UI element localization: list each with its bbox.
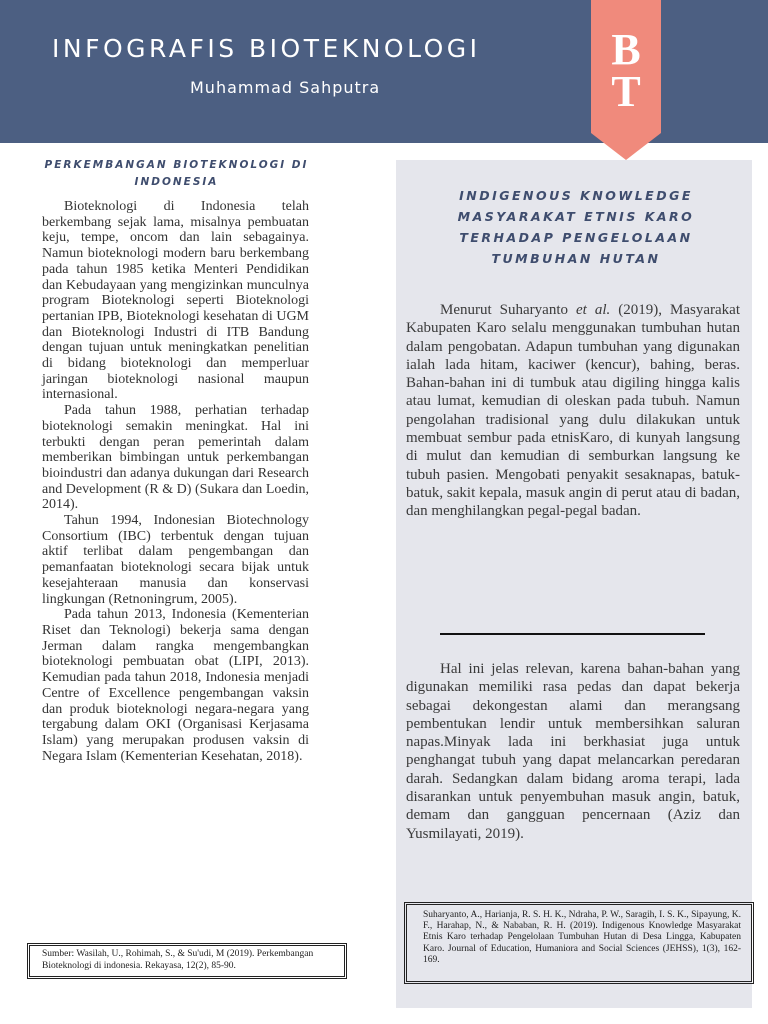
right-paragraph-2 <box>406 660 740 843</box>
left-paragraph: Pada tahun 2013, Indonesia (Kementerian Riset dan Teknologi) bekerja sama dengan Jerman dalam rangka mengembangkan bioteknologi pembuatan obat (LIPI, 2013). Kemudian pada tahun 2018, Indonesia menjadi Centre of Excellence pengembangan vaksin dan produk bioteknologi negara-negara yang tergabung dalam OKI (Organisasi Kerjasama Islam) yang merupakan produsen vaksin di Negara Islam (Kementerian Kesehatan, 2018). <box>42 607 309 764</box>
left-source-box: Sumber: Wasilah, U., Rohimah, S., & Su'udi, M (2019). Perkembangan Bioteknologi di indonesia. Rekayasa, 12(2), 85-90. <box>27 943 347 979</box>
right-panel-background <box>396 160 752 1008</box>
left-paragraph: Bioteknologi di Indonesia telah berkembang sejak lama, misalnya pembuatan keju, tempe, oncom dan lain sebagainya. Namun bioteknologi modern baru berkembang pada tahun 1985 ketika Menteri Pendidikan dan Kebudayaan yang mengizinkan munculnya program Bioteknologi seperti Bioteknologi pertanian IPB, Bioteknologi kesehatan di UGM dan Bioteknologi Industri di ITB Bandung dengan tujuan untuk meningkatkan penelitian di bidang bioteknologi dan memperluar jaringan bioteknologi nasional maupun internasional. <box>42 199 309 403</box>
right-paragraph-1 <box>406 301 740 521</box>
et-al-italic: et al. <box>576 302 611 318</box>
right-section-heading <box>412 185 740 269</box>
para2-body: Hal ini jelas relevan, karena bahan-bahan yang digunakan memiliki rasa pedas dan dapat bekerja sebagai dekongestan alami dan merangsang pembentukan lendir untuk membersihkan saluran napas.Minyak lada ini berkhasiat juga untuk penghangat tubuh yang dapat melancarkan peredaran darah. Sedangkan dalam bidang aroma terapi, lada disarankan untuk penyembuhan masuk angin, batuk, demam dan gangguan pencernaan (Aziz dan Yusmilayati, 2019). <box>406 661 740 842</box>
left-paragraph: Pada tahun 1988, perhatian terhadap bioteknologi semakin meningkat. Hal ini terbukti dengan peran pemerintah dalam memberikan bimbingan untuk perkembangan bioindustri dan adanya dukungan dari Research and Development (R & D) (Sukara dan Loedin, 2014). <box>42 403 309 513</box>
para1-body: (2019), Masyarakat Kabupaten Karo selalu menggunakan tumbuhan hutan dalam pengobatan. Adapun tumbuhan yang digunakan ialah lada hitam, kaciwer (kencur), bahing, beras. Bahan-bahan ini di tumbuk atau digiling hingga kalis atau lumat, kemudian di oleskan pada tubuh. Namun pengolahan tradisional yang dulu dilakukan untuk membuat sembur pada etnisKaro, di kunyah langsung di mulut dan kemudian di semburkan langsung ke tubuh pasien. Mengobati penyakit sesaknapas, batuk-batuk, sakit kepala, masuk angin di perut atau di badan, dan menghilangkan pegal-pegal badan. <box>406 302 740 520</box>
right-source-box: Suharyanto, A., Harianja, R. S. H. K., Ndraha, P. W., Saragih, I. S. K., Sipayung, K. F., Harahap, N., & Nababan, R. H. (2019). Indigenous Knowledge Masyarakat Etnis Karo terhadap Pengelolaan Tumbuhan Hutan di Desa Lingga, Kabupaten Karo. Journal of Education, Humaniora and Social Sciences (JEHSS), 1(3), 162-169. <box>404 902 754 984</box>
left-paragraph: Tahun 1994, Indonesian Biotechnology Consortium (IBC) terbentuk dengan tujuan aktif terlibat dalam pengembangan dan pemanfaatan bioteknologi secara bijak untuk kesejahteraan manusia dan konservasi lingkungan (Retnoningrum, 2005). <box>42 513 309 607</box>
para1-intro: Menurut Suharyanto <box>440 302 576 318</box>
page-title: INFOGRAFIS BIOTEKNOLOGI <box>52 34 481 63</box>
badge-letter-b: B <box>611 25 641 74</box>
right-heading-line: MASYARAKAT ETNIS KARO <box>457 209 695 224</box>
bt-badge <box>591 0 661 160</box>
section-divider <box>440 633 705 635</box>
right-heading-line: TERHADAP PENGELOLAAN <box>459 230 693 245</box>
right-heading-line: TUMBUHAN HUTAN <box>491 251 661 266</box>
badge-letter-t: T <box>611 67 641 116</box>
author-name: Muhammad Sahputra <box>190 78 381 97</box>
left-section-heading: PERKEMBANGAN BIOTEKNOLOGI DI INDONESIA <box>44 159 309 188</box>
left-article-body <box>42 199 309 764</box>
right-heading-line: INDIGENOUS KNOWLEDGE <box>459 188 693 203</box>
